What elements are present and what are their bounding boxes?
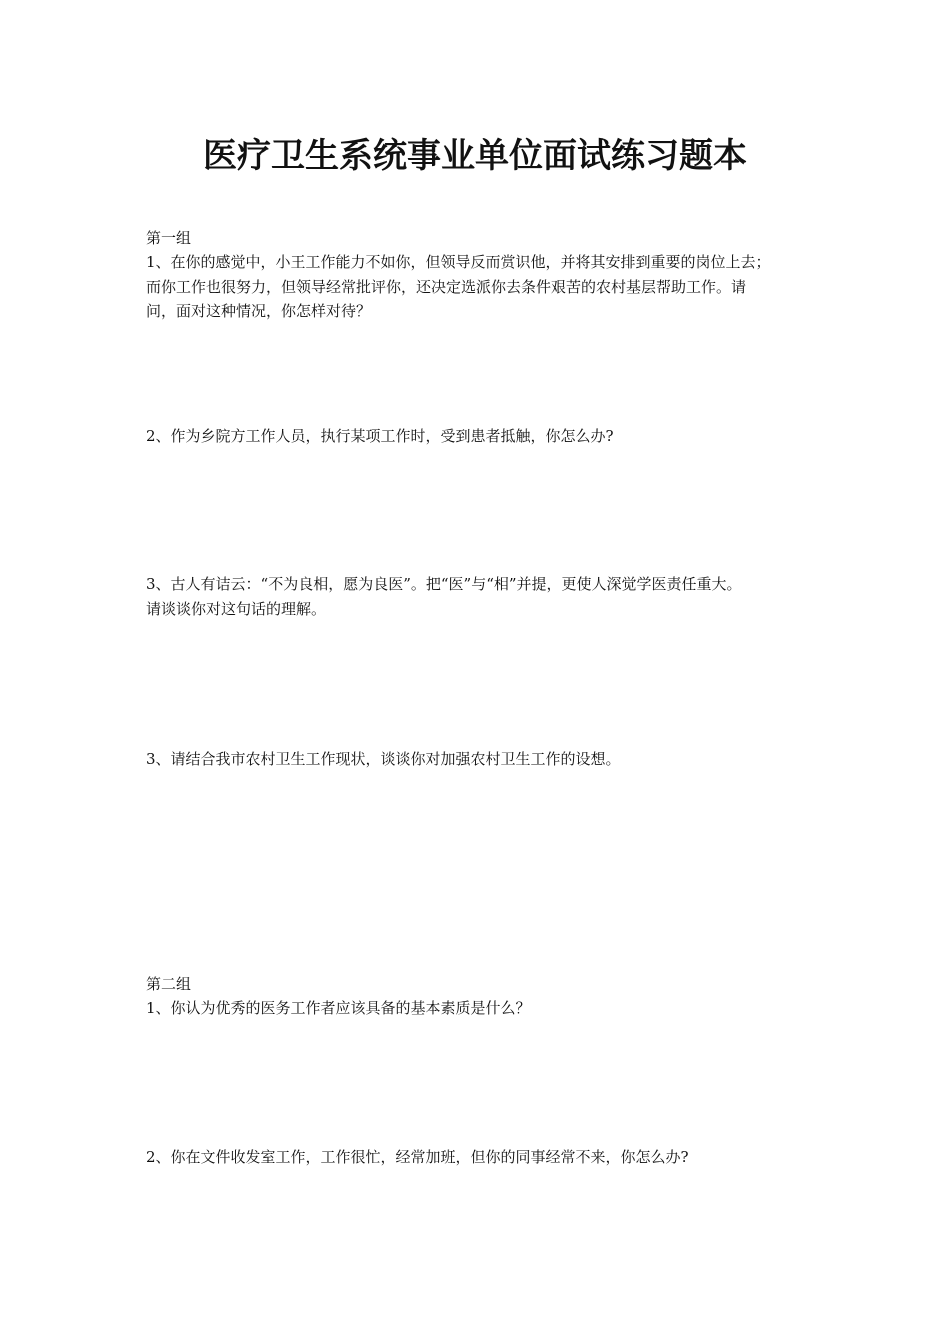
- question-line: 而你工作也很努力，但领导经常批评你，还决定选派你去条件艰苦的农村基层帮助工作。请: [146, 277, 747, 296]
- document-title: 医疗卫生系统事业单位面试练习题本: [203, 136, 747, 176]
- question-1-1: [146, 250, 826, 324]
- question-line: 请谈谈你对这句话的理解。: [146, 599, 327, 618]
- question-line: 2、作为乡院方工作人员，执行某项工作时，受到患者抵触，你怎么办?: [146, 427, 614, 445]
- question-1-4: [146, 747, 826, 772]
- group-label-2: 第二组: [146, 975, 192, 993]
- group-label-1: 第一组: [146, 229, 192, 247]
- question-2-2: [146, 1145, 826, 1170]
- question-line: 1、在你的感觉中，小王工作能力不如你，但领导反而赏识他，并将其安排到重要的岗位上去；: [146, 253, 771, 271]
- question-line: 问，面对这种情况，你怎样对待？: [146, 302, 372, 320]
- question-1-3: [146, 572, 826, 621]
- question-2-1: [146, 996, 826, 1021]
- question-line: 3、请结合我市农村卫生工作现状，谈谈你对加强农村卫生工作的设想。: [146, 750, 621, 768]
- question-1-2: [146, 424, 826, 449]
- question-line: 2、你在文件收发室工作，工作很忙，经常加班，但你的同事经常不来，你怎么办?: [146, 1148, 689, 1166]
- question-line: 1、你认为优秀的医务工作者应该具备的基本素质是什么？: [146, 999, 531, 1017]
- question-line: 3、古人有诘云：“不为良相，愿为良医”。把“医”与“相”并提，更使人深觉学医责任重大。: [146, 575, 742, 593]
